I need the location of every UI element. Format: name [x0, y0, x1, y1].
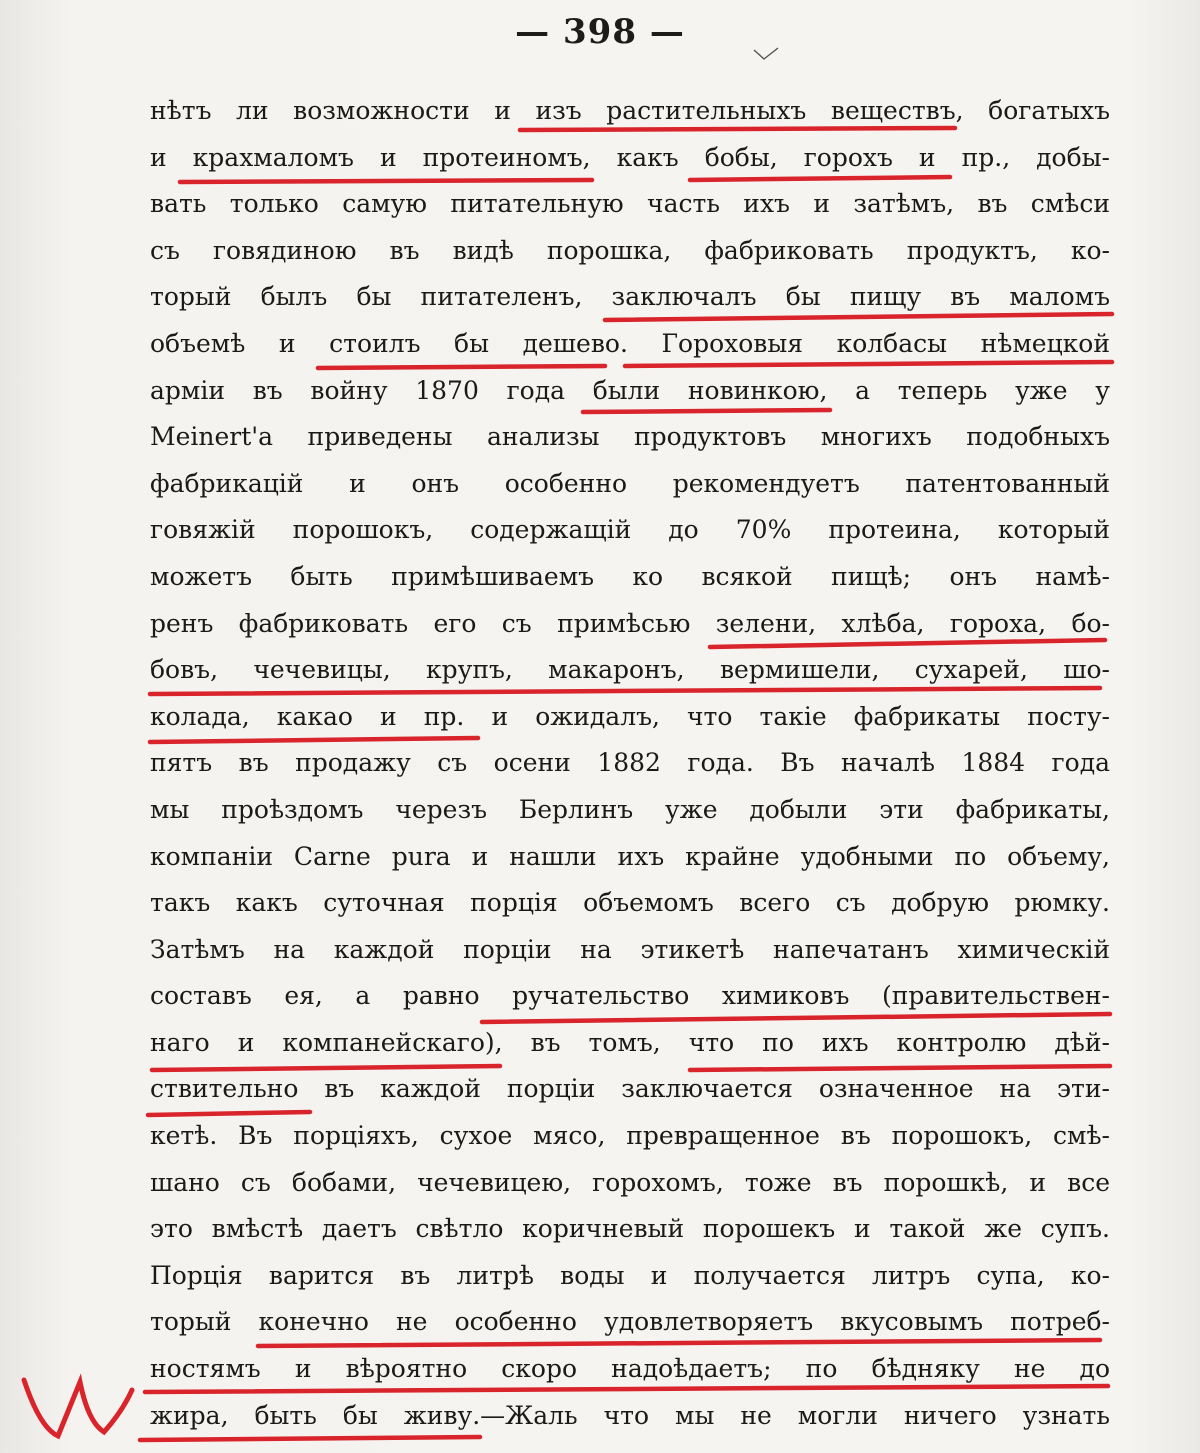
text-line: торый былъ бы питателенъ, заключалъ бы пищу въ маломъ	[150, 282, 1110, 312]
text-line: ренъ фабриковать его съ примѣсью зелени, хлѣба, гороха, бо-	[150, 608, 1110, 638]
text-line: ностямъ и вѣроятно скоро надоѣдаетъ; по бѣдняку не до	[150, 1354, 1110, 1384]
red-w-mark-icon	[18, 1372, 138, 1442]
text-line: составъ ея, а равно ручательство химиковъ (правительствен-	[150, 981, 1110, 1011]
text-line: наго и компанейскаго), въ томъ, что по ихъ контролю дѣй-	[150, 1027, 1110, 1057]
body-text	[150, 88, 1110, 1439]
text-line: съ говядиною въ видѣ порошка, фабриковать продуктъ, ко-	[150, 235, 1110, 265]
text-line: арміи въ войну 1870 года были новинкою, а теперь уже у	[150, 375, 1110, 405]
text-line: можетъ быть примѣшиваемъ ко всякой пищѣ; онъ намѣ-	[150, 561, 1110, 591]
text-line: бовъ, чечевицы, крупъ, макаронъ, вермишели, сухарей, шо-	[150, 655, 1110, 685]
text-line: колада, какао и пр. и ожидалъ, что такіе фабрикаты посту-	[150, 701, 1110, 731]
text-line: такъ какъ суточная порція объемомъ всего съ добрую рюмку.	[150, 888, 1110, 918]
text-line: ствительно въ каждой порціи заключается означенное на эти-	[150, 1074, 1110, 1104]
text-line: шано съ бобами, чечевицею, горохомъ, тоже въ порошкѣ, и все	[150, 1167, 1110, 1197]
text-line: Порція варится въ литрѣ воды и получается литръ супа, ко-	[150, 1260, 1110, 1290]
text-line: торый конечно не особенно удовлетворяетъ вкусовымъ потреб-	[150, 1307, 1110, 1337]
text-line: говяжій порошокъ, содержащій до 70% протеина, который	[150, 515, 1110, 545]
text-line: вать только самую питательную часть ихъ и затѣмъ, въ смѣси	[150, 189, 1110, 219]
text-line: компаніи Carne pura и нашли ихъ крайне удобными по объему,	[150, 841, 1110, 871]
text-line: жира, быть бы живу.—Жаль что мы не могли ничего узнать	[150, 1400, 1110, 1430]
text-line: это вмѣстѣ даетъ свѣтло коричневый порошекъ и такой же супъ.	[150, 1214, 1110, 1244]
text-line: объемѣ и стоилъ бы дешево. Гороховыя колбасы нѣмецкой	[150, 328, 1110, 358]
page-number: — 398 —	[515, 12, 685, 52]
text-line: Затѣмъ на каждой порціи на этикетѣ напечатанъ химическій	[150, 934, 1110, 964]
text-line: пятъ въ продажу съ осени 1882 года. Въ началѣ 1884 года	[150, 748, 1110, 778]
text-line: нѣтъ ли возможности и изъ растительныхъ веществъ, богатыхъ	[150, 96, 1110, 125]
text-line: мы проѣздомъ черезъ Берлинъ уже добыли эти фабрикаты,	[150, 794, 1110, 824]
text-line: кетѣ. Въ порціяхъ, сухое мясо, превращенное въ порошокъ, смѣ-	[150, 1121, 1110, 1151]
text-line: Meinert'а приведены анализы продуктовъ многихъ подобныхъ	[150, 422, 1110, 452]
pencil-tick-icon	[752, 46, 780, 62]
text-line: и крахмаломъ и протеиномъ, какъ бобы, горохъ и пр., добы-	[150, 142, 1110, 172]
text-line: фабрикацій и онъ особенно рекомендуетъ патентованный	[150, 468, 1110, 498]
